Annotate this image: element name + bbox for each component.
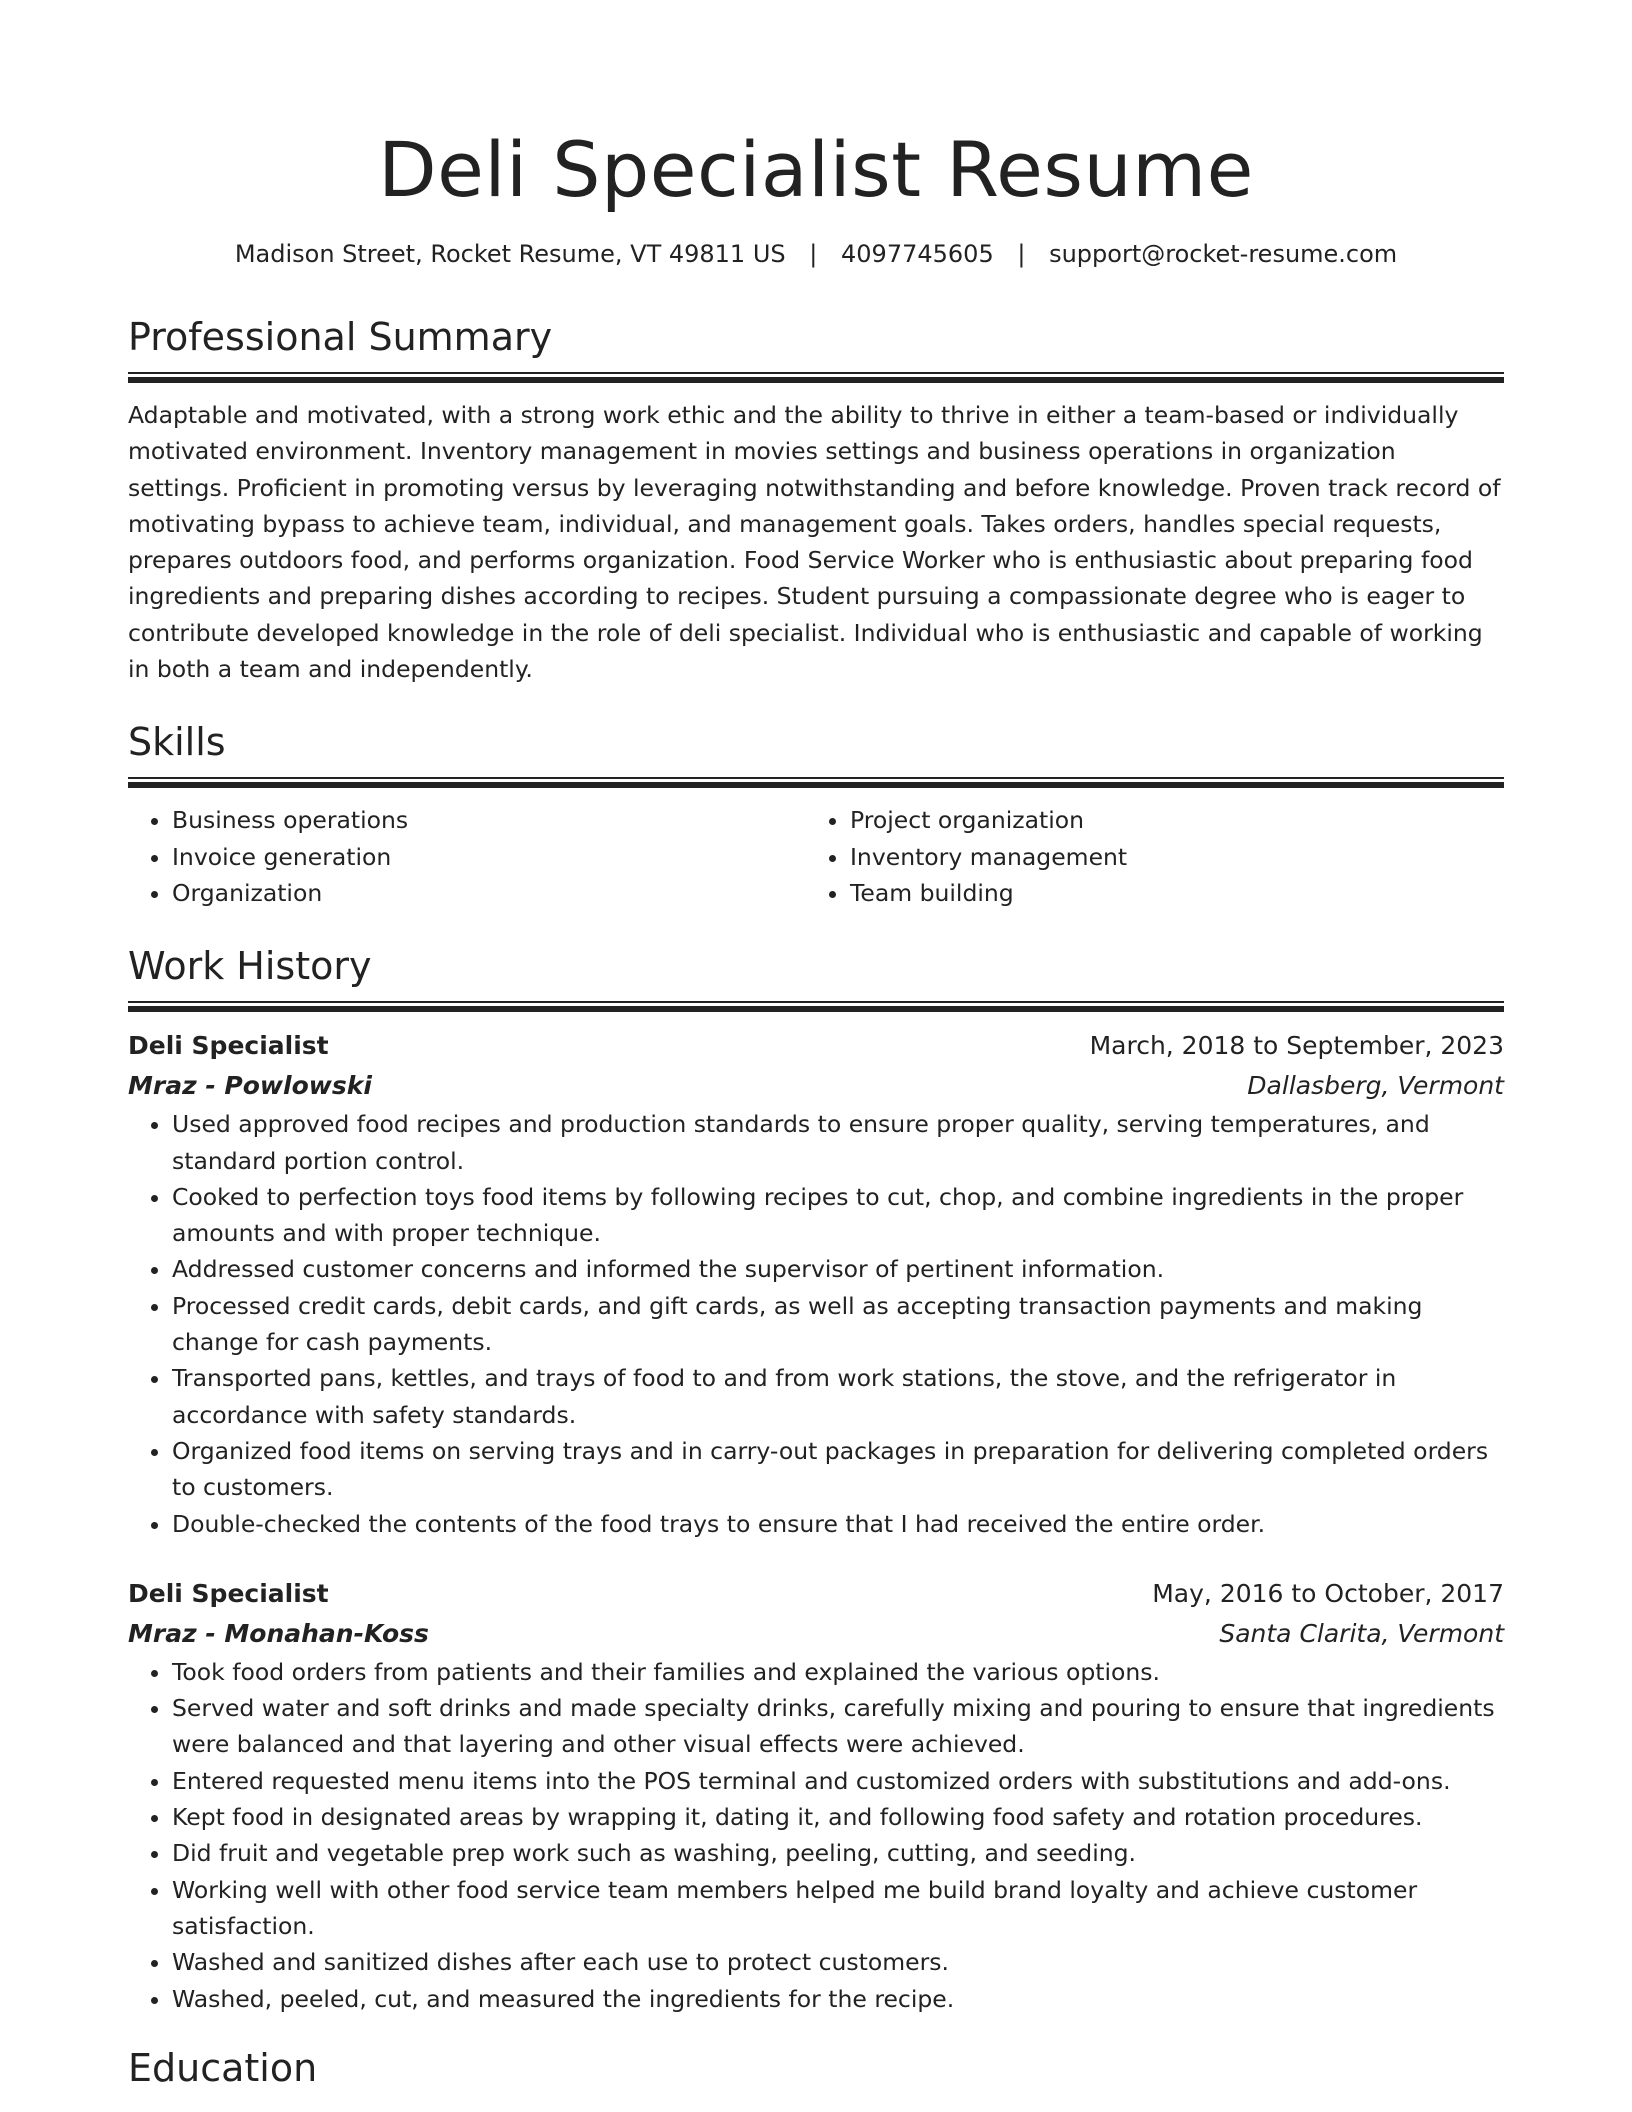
professional-summary-section [128, 312, 1504, 687]
job-duty-item: • Took food orders from patients and their families and explained the various options. [172, 1654, 1504, 1690]
skills-section [128, 717, 1504, 911]
contact-phone: 4097745605 [841, 240, 994, 268]
job-duties-list [128, 1654, 1504, 2017]
job-duty-item: • Cooked to perfection toys food items by following recipes to cut, chop, and combine ingredients in the proper amounts and with proper technique. [172, 1179, 1504, 1252]
section-divider [128, 1001, 1504, 1012]
contact-separator: | [809, 240, 818, 268]
job-duty-item: • Processed credit cards, debit cards, and gift cards, as well as accepting transaction payments and making change for cash payments. [172, 1288, 1504, 1361]
job-duty-item: • Kept food in designated areas by wrapping it, dating it, and following food safety and rotation procedures. [172, 1799, 1504, 1835]
job-header [128, 1026, 1504, 1066]
skill-item: • Business operations [172, 802, 806, 838]
job-subheader [128, 1066, 1504, 1106]
skills-list [128, 802, 1504, 911]
job-dates: March, 2018 to September, 2023 [1089, 1031, 1504, 1061]
section-heading-education: Education [128, 2045, 318, 2090]
job-duty-item: • Addressed customer concerns and informed the supervisor of pertinent information. [172, 1251, 1504, 1287]
contact-line [128, 236, 1504, 272]
job-location: Santa Clarita, Vermont [1219, 1618, 1504, 1648]
job-header [128, 1574, 1504, 1614]
contact-separator: | [1017, 240, 1026, 268]
job-duty-item: • Served water and soft drinks and made specialty drinks, carefully mixing and pouring to ensure that ingredients were balanced and that layering and other visual effects were achieved. [172, 1690, 1504, 1763]
job-title: Deli Specialist [128, 1031, 329, 1061]
job-entry [128, 1026, 1504, 1542]
section-divider [128, 777, 1504, 788]
skill-item: • Invoice generation [172, 839, 806, 875]
contact-address: Madison Street, Rocket Resume, VT 49811 US [234, 240, 786, 268]
job-duty-item: • Working well with other food service team members helped me build brand loyalty and achieve customer satisfaction. [172, 1872, 1504, 1945]
page-title: Deli Specialist Resume [378, 125, 1254, 214]
job-subheader [128, 1614, 1504, 1654]
job-duty-item: • Washed and sanitized dishes after each use to protect customers. [172, 1944, 1504, 1980]
job-duty-item: • Used approved food recipes and production standards to ensure proper quality, serving temperatures, and standard portion control. [172, 1106, 1504, 1179]
skills-column-right [806, 802, 1504, 911]
section-heading-summary: Professional Summary [128, 315, 553, 359]
education-section [128, 2043, 1504, 2093]
job-duties-list [128, 1106, 1504, 1542]
job-duty-item: • Double-checked the contents of the food trays to ensure that I had received the entire order. [172, 1506, 1504, 1542]
skills-column-left [128, 802, 806, 911]
job-company: Mraz - Monahan-Koss [128, 1618, 429, 1648]
job-company: Mraz - Powlowski [128, 1071, 372, 1101]
job-duty-item: • Washed, peeled, cut, and measured the ingredients for the recipe. [172, 1981, 1504, 2017]
job-entry [128, 1574, 1504, 2017]
skill-item: • Team building [850, 875, 1504, 911]
job-location: Dallasberg, Vermont [1247, 1071, 1504, 1101]
work-history-section [128, 941, 1504, 2017]
job-duty-item: • Entered requested menu items into the POS terminal and customized orders with substitutions and add-ons. [172, 1763, 1504, 1799]
job-dates: May, 2016 to October, 2017 [1152, 1578, 1504, 1608]
skill-item: • Organization [172, 875, 806, 911]
section-heading-skills: Skills [128, 720, 226, 765]
section-heading-work-history: Work History [128, 944, 372, 989]
job-duty-item: • Transported pans, kettles, and trays of food to and from work stations, the stove, and the refrigerator in accordance with safety standards. [172, 1360, 1504, 1433]
summary-text: Adaptable and motivated, with a strong work ethic and the ability to thrive in either a team-based or individually motivated environment. Inventory management in movies settings and business operations in organization settings. Proficient in promoting versus by leveraging notwithstanding and before knowledge. Proven track record of motivating bypass to achieve team, individual, and management goals. Takes orders, handles special requests, prepares outdoors food, and performs organization. Food Service Worker who is enthusiastic about preparing food ingredients and preparing dishes according to recipes. Student pursuing a compassionate degree who is eager to contribute developed knowledge in the role of deli specialist. Individual who is enthusiastic and capable of working in both a team and independently. [128, 401, 1501, 684]
skill-item: • Project organization [850, 802, 1504, 838]
job-duty-item: • Organized food items on serving trays and in carry-out packages in preparation for delivering completed orders to customers. [172, 1433, 1504, 1506]
contact-email[interactable]: support@rocket-resume.com [1049, 240, 1398, 268]
job-title: Deli Specialist [128, 1578, 329, 1608]
section-divider [128, 372, 1504, 383]
skill-item: • Inventory management [850, 839, 1504, 875]
job-duty-item: • Did fruit and vegetable prep work such as washing, peeling, cutting, and seeding. [172, 1835, 1504, 1871]
